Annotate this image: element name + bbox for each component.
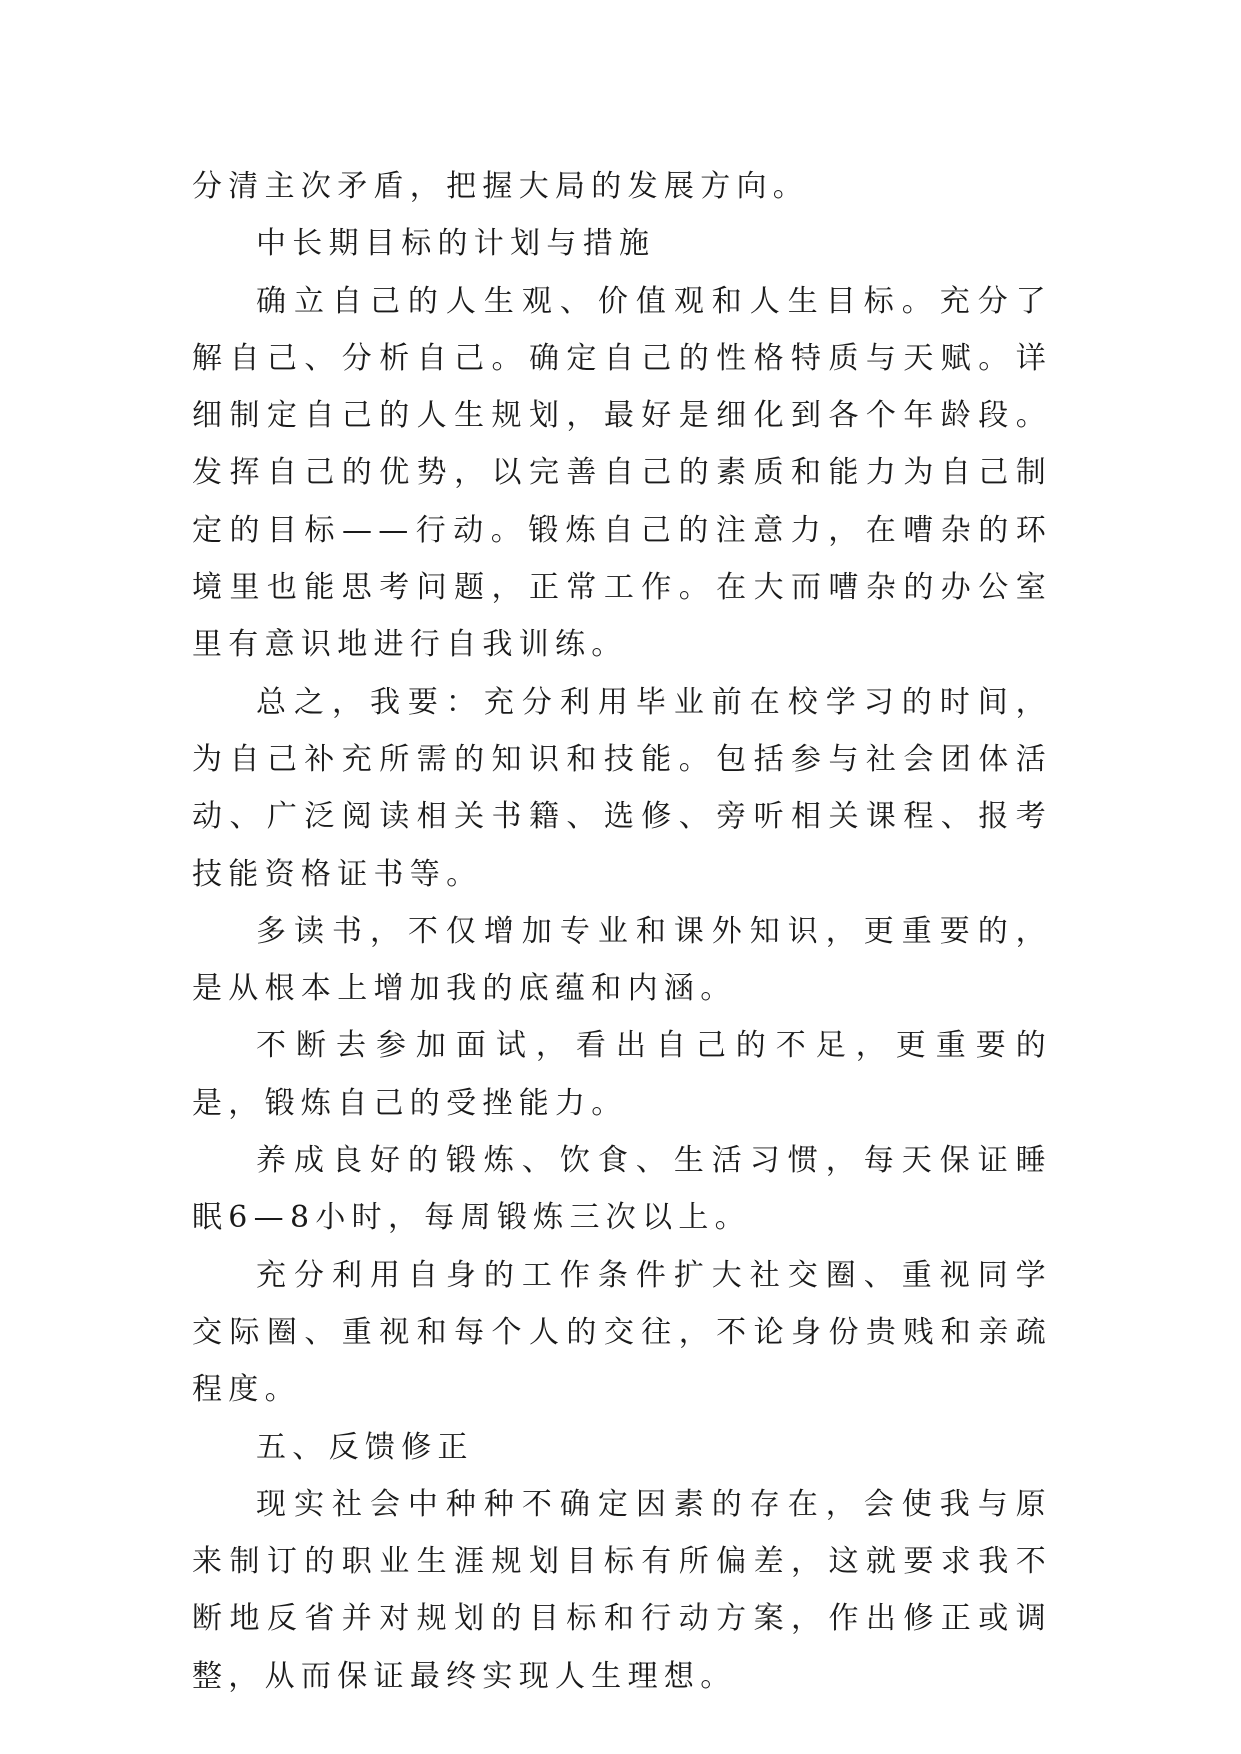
paragraph-reading: 多读书，不仅增加专业和课外知识，更重要的，是从根本上增加我的底蕴和内涵。 (192, 913, 1052, 1007)
section-heading-feedback: 五、反馈修正 (256, 1429, 474, 1465)
paragraph-continuation: 分清主次矛盾，把握大局的发展方向。 (192, 169, 810, 204)
paragraph-interviews: 不断去参加面试，看出自己的不足，更重要的是，锻炼自己的受挫能力。 (192, 1028, 1052, 1121)
paragraph-habits: 养成良好的锻炼、饮食、生活习惯，每天保证睡眠6—8小时，每周锻炼三次以上。 (192, 1143, 1052, 1236)
document-body (192, 158, 1052, 1705)
paragraph-social-circle: 充分利用自身的工作条件扩大社交圈、重视同学交际圈、重视和每个人的交往，不论身份贵贱和亲疏程度。 (192, 1257, 1052, 1408)
paragraph-life-goals: 确立自己的人生观、价值观和人生目标。充分了解自己、分析自己。确定自己的性格特质与天赋。详细制定自己的人生规划，最好是细化到各个年龄段。发挥自己的优势，以完善自己的素质和能力为自己制定的目标——行动。锻炼自己的注意力，在嘈杂的环境里也能思考问题，正常工作。在大而嘈杂的办公室里有意识地进行自我训练。 (192, 283, 1052, 663)
paragraph-summary: 总之，我要：充分利用毕业前在校学习的时间，为自己补充所需的知识和技能。包括参与社会团体活动、广泛阅读相关书籍、选修、旁听相关课程、报考技能资格证书等。 (192, 684, 1052, 892)
section-heading-mid-long-term-plan: 中长期目标的计划与措施 (256, 226, 656, 262)
paragraph-feedback-revision: 现实社会中种种不确定因素的存在，会使我与原来制订的职业生涯规划目标有所偏差，这就要求我不断地反省并对规划的目标和行动方案，作出修正或调整，从而保证最终实现人生理想。 (192, 1486, 1052, 1694)
